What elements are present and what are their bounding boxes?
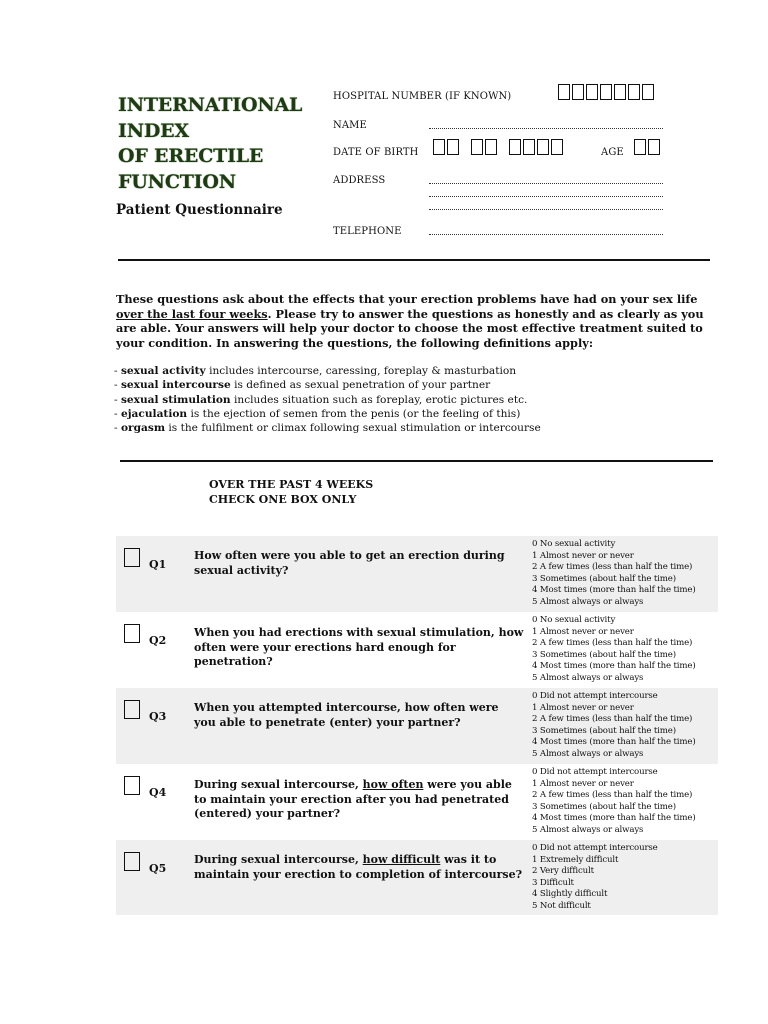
answer-checkbox-q2[interactable] — [124, 624, 140, 643]
answer-options: 0 Did not attempt intercourse 1 Almost never or never 2 A few times (less than half the time) 3 Sometimes (about half the time) 4 Most times (more than half the time) 5 Almost always or always — [532, 691, 696, 759]
definition-item: - sexual stimulation includes situation such as foreplay, erotic pictures etc. — [114, 393, 528, 406]
title-line: INDEX — [118, 119, 189, 142]
title-line: INTERNATIONAL — [118, 94, 303, 116]
answer-options: 0 Did not attempt intercourse 1 Almost never or never 2 A few times (less than half the time) 3 Sometimes (about half the time) 4 Most times (more than half the time) 5 Almost always or always — [532, 767, 696, 835]
hospital-number-label: HOSPITAL NUMBER (IF KNOWN) — [333, 91, 512, 102]
name-field[interactable] — [429, 128, 663, 129]
answer-checkbox-q5[interactable] — [124, 852, 140, 871]
definition-item: - sexual activity includes intercourse, caressing, foreplay & masturbation — [114, 365, 517, 377]
question-row-q2 — [116, 612, 718, 688]
form-title — [118, 93, 318, 195]
instructions — [209, 478, 373, 507]
form-subtitle: Patient Questionnaire — [116, 202, 283, 218]
question-number: Q1 — [149, 558, 167, 571]
question-number: Q3 — [149, 710, 167, 723]
intro-emphasis: over the last four weeks — [116, 306, 268, 321]
answer-options: 0 Did not attempt intercourse 1 Extremely difficult 2 Very difficult 3 Difficult 4 Slightly difficult 5 Not difficult — [532, 843, 658, 911]
answer-checkbox-q1[interactable] — [124, 548, 140, 567]
question-text: When you attempted intercourse, how often were you able to penetrate (enter) your partner? — [194, 701, 499, 729]
answer-options: 0 No sexual activity 1 Almost never or never 2 A few times (less than half the time) 3 Sometimes (about half the time) 4 Most times (more than half the time) 5 Almost always or always — [532, 615, 696, 683]
address-label: ADDRESS — [333, 175, 386, 186]
question-row-q4 — [116, 764, 718, 840]
question-text: During sexual intercourse, how difficult was it to maintain your erection to completion of intercourse? — [194, 853, 523, 881]
question-text: How often were you able to get an erection during sexual activity? — [194, 549, 505, 577]
intro-text: . Please try to answer the questions as honestly and as clearly as you are able. Your answers will help your doctor to choose the most effective treatment suited to your condition. In answering the questions, the following definitions apply: — [116, 306, 704, 350]
answer-checkbox-q4[interactable] — [124, 776, 140, 795]
age-label: AGE — [601, 147, 624, 158]
instruction-line: CHECK ONE BOX ONLY — [209, 492, 357, 506]
divider — [120, 460, 713, 462]
definitions-list — [114, 364, 714, 435]
intro-text: These questions ask about the effects that your erection problems have had on your sex life — [116, 292, 698, 306]
question-row-q5 — [116, 840, 718, 915]
answer-options: 0 No sexual activity 1 Almost never or never 2 A few times (less than half the time) 3 Sometimes (about half the time) 4 Most times (more than half the time) 5 Almost always or always — [532, 539, 696, 607]
question-number: Q5 — [149, 862, 167, 875]
address-field-line-2[interactable] — [429, 196, 663, 197]
divider — [118, 259, 710, 261]
telephone-field[interactable] — [429, 234, 663, 235]
age-boxes[interactable] — [634, 139, 660, 155]
title-line: OF ERECTILE — [118, 145, 264, 167]
question-number: Q2 — [149, 634, 167, 647]
definition-item: - orgasm is the fulfilment or climax following sexual stimulation or intercourse — [114, 422, 541, 435]
name-label: NAME — [333, 120, 367, 131]
hospital-number-boxes[interactable] — [558, 84, 654, 100]
address-field-line-3[interactable] — [429, 209, 663, 210]
definition-item: - ejaculation is the ejection of semen from the penis (or the feeling of this) — [114, 407, 521, 420]
address-field-line-1[interactable] — [429, 183, 663, 184]
question-text: During sexual intercourse, how often were you able to maintain your erection after you had penetrated (entered) your partner? — [194, 778, 512, 820]
dob-boxes[interactable] — [433, 139, 563, 155]
question-row-q3 — [116, 688, 718, 764]
question-number: Q4 — [149, 786, 167, 799]
intro-paragraph — [116, 292, 714, 350]
question-text: When you had erections with sexual stimulation, how often were your erections hard enough for penetration? — [194, 626, 524, 668]
definition-item: - sexual intercourse is defined as sexual penetration of your partner — [114, 379, 491, 392]
question-row-q1 — [116, 536, 718, 612]
answer-checkbox-q3[interactable] — [124, 700, 140, 719]
dob-label: DATE OF BIRTH — [333, 147, 419, 158]
title-line: FUNCTION — [118, 170, 236, 193]
telephone-label: TELEPHONE — [333, 226, 402, 237]
instruction-line: OVER THE PAST 4 WEEKS — [209, 478, 374, 491]
